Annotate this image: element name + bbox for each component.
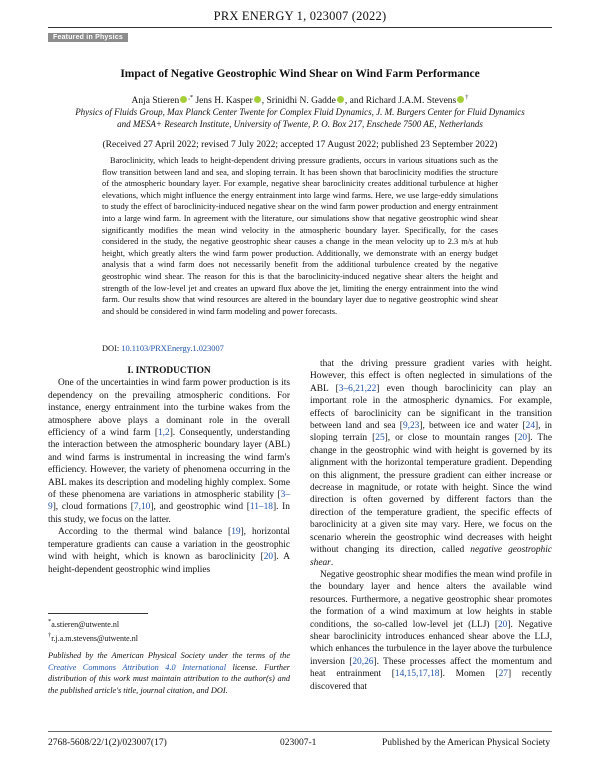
citation-link[interactable]: 11–18 [249, 502, 273, 513]
body-text: ]. Momen [ [439, 669, 499, 680]
body-text: ] recently discovered that [310, 669, 552, 692]
body-text: ]. A height-dependent geostrophic wind implies [48, 552, 290, 575]
body-text: One of the uncertainties in wind farm power production is its dependency on the prevailing atmospheric conditions. For instance, energy entrainment into the turbine wakes from the atmosphere above plays a dominant role in the overall efficiency of a wind farm [ [48, 378, 290, 439]
orcid-icon[interactable] [337, 96, 344, 103]
author-mark: ,* [188, 94, 194, 101]
license-note: Published by the American Physical Society under the terms of the Creative Commons Attribution 4.0 International license. Further distribution of this work must maintain attribution to the author(s) and the published article's title, journal citation, and DOI. [48, 651, 290, 695]
orcid-icon[interactable] [254, 96, 261, 103]
citation-link[interactable]: 3–9 [48, 490, 290, 513]
body-text: ] even though baroclinicity can play an important role in the atmospheric dynamics. For example, effects of baroclinicity can be significant in the transition between land and sea [ [310, 383, 552, 432]
section-heading: I. INTRODUCTION [127, 366, 211, 376]
license-link[interactable]: Creative Commons Attribution 4.0 International [48, 662, 226, 672]
body-text: ], horizontal temperature gradients can cause a variation in the geostrophic wind with height, which is known as baroclinicity [ [48, 527, 290, 563]
email-link[interactable]: r.j.a.m.stevens@utwente.nl [51, 634, 138, 643]
body-text: that the driving pressure gradient varies with height. However, this effect is often neglected in simulations of the ABL [ [310, 359, 552, 394]
author-list [48, 94, 552, 106]
paragraph [48, 377, 290, 526]
citation-link[interactable]: 27 [498, 669, 508, 680]
orcid-icon[interactable] [457, 96, 464, 103]
citation-link[interactable]: 20,26 [352, 656, 374, 667]
body-text: ], between ice and water [ [419, 421, 526, 432]
footnote: †r.j.a.m.stevens@utwente.nl [48, 632, 138, 643]
citation-link[interactable]: 14,15,17,18 [394, 669, 440, 680]
body-text: ]. Consequently, understanding the interaction between the atmospheric boundary layer (ABL) and wind farms is instrumental in increasing the wind farm's efficiency. However, the variety of phenomena occurring in the ABL makes its description and modeling highly complex. Some of these phenomena are variations in atmospheric stability [ [48, 428, 291, 501]
doi [102, 344, 224, 353]
author-mark: , [261, 96, 265, 106]
citation-link[interactable]: 25 [375, 433, 385, 444]
doi-label: DOI: [102, 344, 120, 353]
journal-header: PRX ENERGY 1, 023007 (2022) [213, 9, 387, 23]
body-text: Negative geostrophic shear modifies the mean wind profile in the boundary layer and hence alters the available wind resources. Furthermore, a negative geostrophic shear promotes the formation of a wind maximum at low heights in stable conditions, the so-called low-level jet (LLJ) [ [310, 569, 552, 630]
body-text: ]. These processes affect the momentum and heat entrainment [ [310, 656, 552, 680]
author-mark: , and [344, 96, 364, 106]
citation-link[interactable]: 9,23 [402, 421, 420, 432]
footer-issn: 2768-5608/22/1(2)/023007(17) [48, 738, 167, 748]
footer-rule [48, 731, 552, 732]
left-column [48, 365, 290, 576]
citation-link[interactable]: 24 [525, 421, 535, 432]
footnote-rule [48, 613, 148, 614]
paragraph [48, 526, 290, 576]
footer-publisher: Published by the American Physical Society [382, 738, 551, 748]
body-text: ], and geostrophic wind [ [150, 502, 250, 513]
body-text: ], in sloping terrain [ [310, 421, 552, 444]
body-text: According to the thermal wind balance [ [58, 527, 232, 538]
body-text: ]. Negative shear baroclinicity introduces enhanced shear above the LLJ, which enhances the turbulence in the layer above the turbulence inversion [ [310, 619, 553, 667]
body-text: ], cloud formations [ [52, 502, 134, 513]
emphasis-text: negative geostrophic shear [310, 545, 552, 568]
featured-badge: Featured in Physics [48, 33, 128, 42]
body-text: . [330, 557, 334, 568]
abstract: Baroclinicity, which leads to height-dependent driving pressure gradients, occurs in various situations such as the flow transition between land and sea, and sloping terrain. It has been shown that baroclinicity modifies the structure of the atmospheric boundary layer. For example, negative shear baroclinicity creates additional turbulence at higher elevations, which might influence the energy entrainment into large wind farms. Here, we use large-eddy simulations to study the effect of baroclinicity-induced negative shear on the wind farm power production and energy entrainment into a large wind farm. In agreement with the literature, our simulations show that negative geostrophic wind shear significantly modifies the mean wind velocity in the atmospheric boundary layer. Specifically, for the cases considered in the study, the negative geostrophic shear causes a change in the mean velocity up to 2.3 m/s at hub height, which greatly alters the wind farm power production. Additionally, we demonstrate with an energy budget analysis that a wind farm does not necessarily benefit from the additional turbulence created by the negative geostrophic wind shear. The reason for this is that the baroclinicity-induced negative shear alters the height and strength of the low-level jet and creates an upward flux above the jet, limiting the energy entrainment into the wind farm. Our results show that wind resources are altered in the boundary layer due to negative geostrophic wind shear and should be considered in wind farm modeling and power forecasts. [102, 156, 498, 316]
email-link[interactable]: a.stieren@utwente.nl [51, 620, 120, 629]
orcid-icon[interactable] [180, 96, 187, 103]
footnotes [48, 616, 290, 644]
author-name: Jens H. Kasper [195, 96, 253, 106]
citation-link[interactable]: 3–6,21,22 [338, 383, 377, 394]
citation-link[interactable]: 7,10 [133, 502, 151, 513]
author-name: Srinidhi N. Gadde [266, 96, 336, 106]
body-text: ]. In this study, we focus on the latter. [48, 502, 290, 525]
header-rule [48, 27, 552, 28]
paragraph [310, 358, 552, 569]
affiliation: Physics of Fluids Group, Max Planck Center Twente for Complex Fluid Dynamics, J. M. Burgers Center for Fluid Dynamics and MESA+ Research Institute, University of Twente, P. O. Box 217, Enschede 7500 AE, Netherlands [75, 107, 525, 129]
author-name: Richard J.A.M. Stevens [365, 96, 457, 106]
author-name: Anja Stieren [131, 96, 180, 106]
doi-link[interactable]: 10.1103/PRXEnergy.1.023007 [121, 344, 224, 353]
author-mark: † [465, 94, 469, 101]
article-title: Impact of Negative Geostrophic Wind Shear on Wind Farm Performance [120, 68, 480, 80]
page-number: 023007-1 [280, 738, 317, 748]
citation-link[interactable]: 20 [263, 552, 274, 563]
citation-link[interactable]: 20 [517, 433, 528, 444]
footnote: *a.stieren@utwente.nl [48, 618, 120, 629]
citation-link[interactable]: 20 [497, 619, 508, 630]
body-text: ], or close to mountain ranges [ [384, 433, 518, 444]
received-dates: (Received 27 April 2022; revised 7 July 2022; accepted 17 August 2022; published 23 September 2022) [102, 140, 498, 150]
body-text: ]. The change in the geostrophic wind with height is governed by its alignment with the horizontal temperature gradient. Depending on this alignment, the pressure gradient can either increase or decrease in magnitude, or rotate with height. Since the wind direction is often governed by different factors than the direction of the temperature gradient, the specific effects of baroclinicity at a given site may vary. Here, we focus on the scenario wherein the geostrophic wind decreases with height without changing its direction, called [310, 433, 552, 556]
citation-link[interactable]: 1,2 [157, 428, 170, 439]
citation-link[interactable]: 19 [231, 527, 241, 538]
right-column [310, 358, 552, 693]
paragraph [310, 569, 552, 693]
